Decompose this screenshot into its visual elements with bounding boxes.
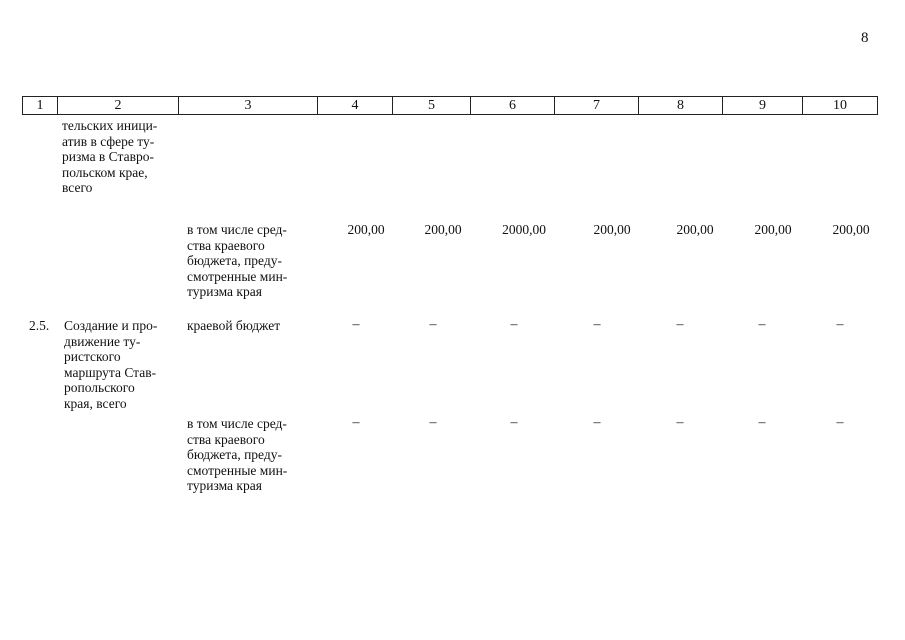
value-cell: 200,00 [593,222,631,237]
header-col-2: 2 [58,97,179,115]
value-cell: – [593,317,601,332]
value-cell: 200,00 [676,222,714,237]
value-cell: – [676,415,684,430]
header-col-6: 6 [471,97,555,115]
value-cell: – [758,415,766,430]
value-cell: 200,00 [754,222,792,237]
value-cell: – [429,415,437,430]
value-cell: – [758,317,766,332]
row-name-cell: Создание и про- движение ту- ристского маршрута Став- ропольского края, всего [64,318,158,411]
header-col-7: 7 [555,97,639,115]
row-source-cell: краевой бюджет [187,318,281,333]
value-cell: – [352,415,360,430]
header-col-1: 1 [23,97,58,115]
row-source-cell: в том числе сред- ства краевого бюджета, преду- смотренные мин- туризма края [187,416,288,493]
header-col-10: 10 [803,97,878,115]
value-cell: 200,00 [832,222,870,237]
value-cell: – [676,317,684,332]
header-col-3: 3 [179,97,318,115]
value-cell: 2000,00 [502,222,546,237]
column-number-header [22,96,878,115]
value-cell: – [836,317,844,332]
value-cell: 200,00 [424,222,462,237]
header-col-4: 4 [318,97,393,115]
value-cell: – [429,317,437,332]
value-cell: – [352,317,360,332]
page-number: 8 [861,30,869,46]
row-name-cell: тельских иници- атив в сфере ту- ризма в Ставро- польском крае, всего [62,118,158,195]
row-source-cell: в том числе сред- ства краевого бюджета, преду- смотренные мин- туризма края [187,222,288,299]
header-col-5: 5 [393,97,471,115]
value-cell: 200,00 [347,222,385,237]
value-cell: – [510,317,518,332]
row-number: 2.5. [29,318,50,333]
header-col-9: 9 [723,97,803,115]
value-cell: – [510,415,518,430]
header-col-8: 8 [639,97,723,115]
value-cell: – [836,415,844,430]
value-cell: – [593,415,601,430]
